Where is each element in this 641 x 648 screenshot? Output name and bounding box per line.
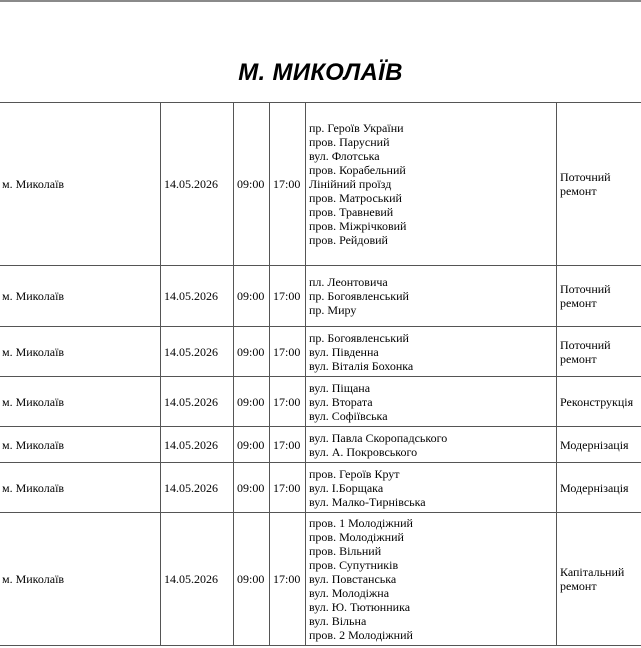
streets-cell [306,377,557,427]
street-name: вул. І.Борщака [309,480,384,495]
start-time-cell: 09:00 [234,513,270,646]
end-time-cell: 17:00 [270,103,306,266]
street-name: пров. Міжрічковий [309,219,407,233]
street-name: вул. Молодіжна [309,586,390,600]
date-cell: 14.05.2026 [161,103,234,266]
streets-cell [306,427,557,463]
street-name: вул. А. Покровського [309,444,418,459]
start-time-cell: 09:00 [234,327,270,377]
start-time-cell: 09:00 [234,377,270,427]
table-row [0,513,641,646]
city-cell: м. Миколаїв [0,327,161,377]
work-type-cell: Модернізація [557,463,641,513]
street-name: пров. Парусний [309,135,390,149]
streets-cell [306,513,557,646]
street-name: пр. Богоявленський [309,330,409,345]
street-name: Лінійний проїзд [309,177,392,191]
table-row [0,103,641,266]
street-name: пр. Героїв України [309,121,404,135]
work-type-cell: Модернізація [557,427,641,463]
table-row [0,266,641,327]
street-name: вул. Ю. Тютюнника [309,600,411,614]
end-time-cell: 17:00 [270,463,306,513]
start-time-cell: 09:00 [234,103,270,266]
city-cell: м. Миколаїв [0,463,161,513]
street-name: вул. Софіївська [309,408,388,423]
page-top-border [0,0,641,2]
street-name: вул. Віталія Бохонка [309,358,414,373]
city-cell: м. Миколаїв [0,513,161,646]
start-time-cell: 09:00 [234,463,270,513]
city-cell: м. Миколаїв [0,103,161,266]
date-cell: 14.05.2026 [161,463,234,513]
city-cell: м. Миколаїв [0,427,161,463]
page-title: М. МИКОЛАЇВ [238,59,403,86]
date-cell: 14.05.2026 [161,513,234,646]
work-type-cell: Поточний ремонт [557,103,641,266]
street-name: пров. Вільний [309,544,382,558]
street-name: пров. Молодіжний [309,530,404,544]
streets-cell [306,327,557,377]
street-name: вул. Малко-Тирнівська [309,494,426,509]
street-name: пров. Матроський [309,191,402,205]
street-name: пров. Рейдовий [309,233,388,247]
work-type-cell: Реконструкція [557,377,641,427]
street-name: пров. 2 Молодіжний [309,628,413,642]
street-name: вул. Втората [309,394,373,409]
streets-cell [306,463,557,513]
street-name: вул. Павла Скоропадського [309,430,448,445]
date-cell: 14.05.2026 [161,266,234,327]
street-name: пров. Корабельний [309,163,406,177]
start-time-cell: 09:00 [234,427,270,463]
street-name: пров. Супутників [309,558,399,572]
table-row [0,377,641,427]
work-type-cell: Поточний ремонт [557,327,641,377]
street-name: пр. Богоявленський [309,289,409,303]
date-cell: 14.05.2026 [161,377,234,427]
street-name: вул. Південна [309,344,379,359]
table-row [0,463,641,513]
street-name: пл. Леонтовича [309,275,388,289]
street-name: вул. Піщана [309,380,371,395]
end-time-cell: 17:00 [270,266,306,327]
outage-schedule-body [0,103,641,646]
streets-cell [306,103,557,266]
work-type-cell: Капітальний ремонт [557,513,641,646]
streets-cell [306,266,557,327]
date-cell: 14.05.2026 [161,427,234,463]
end-time-cell: 17:00 [270,427,306,463]
city-cell: м. Миколаїв [0,266,161,327]
street-name: пров. Травневий [309,205,394,219]
table-row [0,327,641,377]
street-name: пров. Героїв Крут [309,466,400,481]
outage-schedule-table [0,102,641,646]
street-name: пр. Миру [309,303,357,317]
street-name: вул. Флотська [309,149,380,163]
work-type-cell: Поточний ремонт [557,266,641,327]
city-cell: м. Миколаїв [0,377,161,427]
end-time-cell: 17:00 [270,513,306,646]
street-name: пров. 1 Молодіжний [309,516,413,530]
street-name: вул. Повстанська [309,572,397,586]
start-time-cell: 09:00 [234,266,270,327]
end-time-cell: 17:00 [270,377,306,427]
table-row [0,427,641,463]
street-name: вул. Вільна [309,614,367,628]
date-cell: 14.05.2026 [161,327,234,377]
end-time-cell: 17:00 [270,327,306,377]
